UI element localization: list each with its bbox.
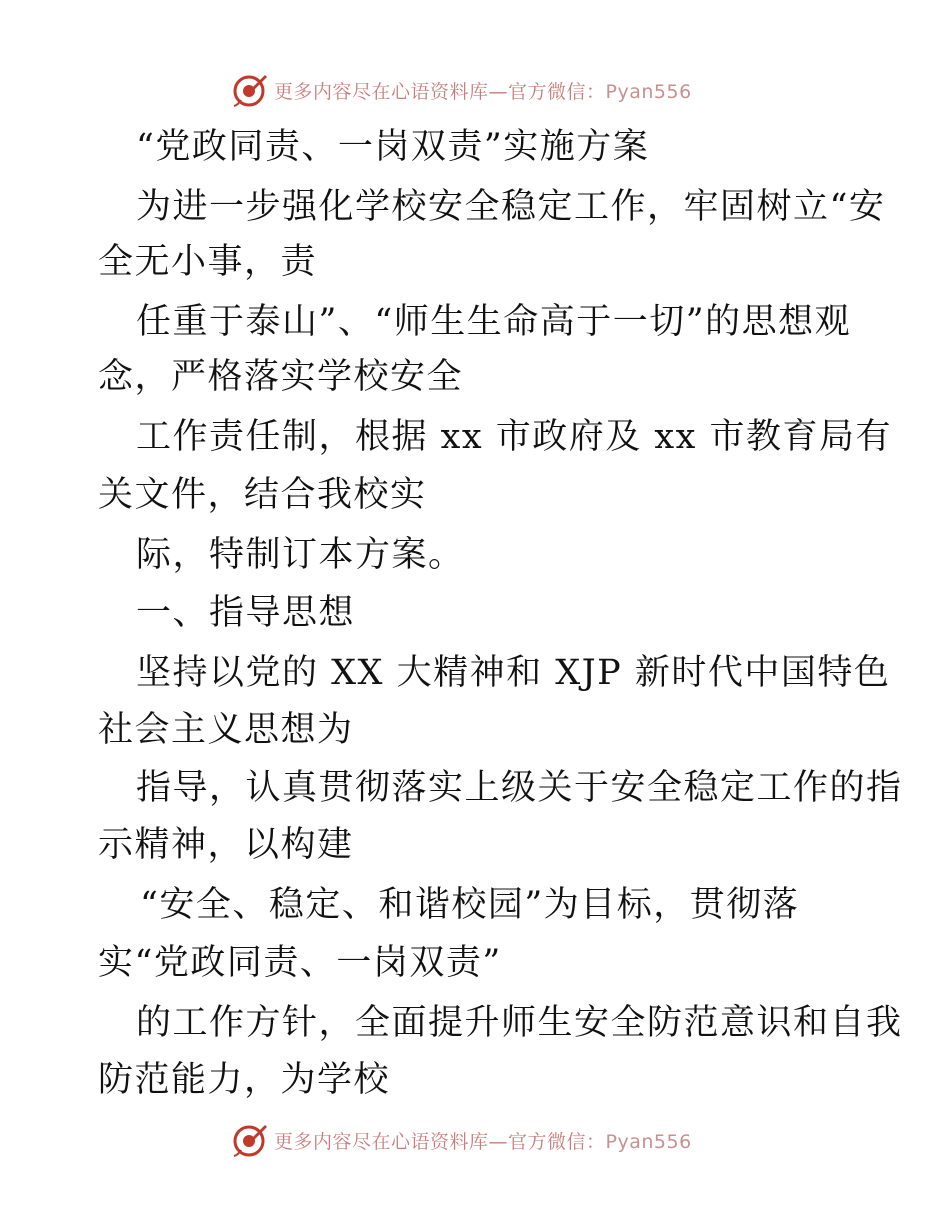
paragraph-line: 关文件，结合我校实: [98, 475, 427, 515]
paragraph-line: 际，特制订本方案。: [136, 535, 465, 575]
paragraph-line: 防范能力，为学校: [98, 1060, 391, 1100]
paragraph-line: 坚持以党的 XX 大精神和 XJP 新时代中国特色: [136, 653, 891, 693]
watermark-bottom: [232, 1120, 692, 1160]
paragraph-line: 工作责任制，根据 xx 市政府及 xx 市教育局有: [136, 417, 892, 457]
paragraph-line: “安全、稳定、和谐校园”为目标，贯彻落: [140, 885, 800, 925]
paragraph-line: 指导，认真贯彻落实上级关于安全稳定工作的指: [136, 768, 903, 808]
paragraph-line: 的工作方针，全面提升师生安全防范意识和自我: [136, 1003, 903, 1043]
paragraph-line: 实“党政同责、一岗双责”: [98, 943, 502, 983]
paragraph-line: 念，严格落实学校安全: [98, 357, 464, 397]
watermark-handle: Pyan556: [605, 80, 692, 103]
paragraph-line: 社会主义思想为: [98, 710, 354, 750]
document-title: “党政同责、一岗双责”实施方案: [136, 127, 650, 167]
paragraph-line: 示精神，以构建: [98, 825, 354, 865]
watermark-handle: Pyan556: [605, 1130, 692, 1153]
pen-logo-icon: [232, 72, 268, 108]
section-heading: 一、指导思想: [136, 593, 356, 633]
paragraph-line: 全无小事，责: [98, 242, 318, 282]
watermark-text: 更多内容尽在心语资料库—官方微信：Pyan556: [274, 80, 692, 103]
paragraph-line: 任重于泰山”、“师生生命高于一切”的思想观: [136, 302, 852, 342]
watermark-top: [232, 70, 692, 110]
watermark-text: 更多内容尽在心语资料库—官方微信：Pyan556: [274, 1130, 692, 1153]
pen-logo-icon: [232, 1122, 268, 1158]
paragraph-line: 为进一步强化学校安全稳定工作，牢固树立“安: [136, 187, 886, 227]
